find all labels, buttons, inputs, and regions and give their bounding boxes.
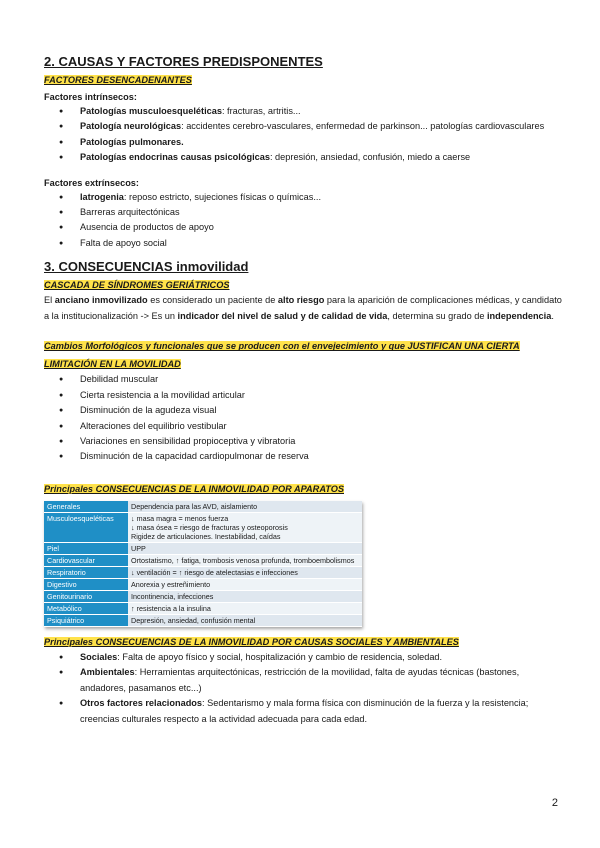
intro-segment: .	[551, 310, 554, 321]
social-item-text: : Falta de apoyo físico y social, hospitalización y cambio de residencia, soledad.	[117, 651, 443, 662]
social-item-text: : Sedentarismo y mala forma física con disminución de la fuerza y la resistencia; creencias culturales respecto a la actividad adecuada para cada edad.	[80, 698, 529, 724]
intrinsic-item-bold: Patologías musculoesqueléticas	[80, 106, 222, 116]
section-2-title: 2. CAUSAS Y FACTORES PREDISPONENTES	[44, 54, 323, 69]
page-number: 2	[551, 797, 558, 809]
section-3-title: 3. CONSECUENCIAS inmovilidad	[44, 259, 249, 275]
change-item: ● Disminución de la capacidad cardiopulmonar de reserva	[44, 449, 564, 464]
table-row	[44, 501, 362, 513]
row-detail: Anorexia y estreñimiento	[128, 578, 362, 590]
row-category: Piel	[44, 542, 128, 554]
row-detail: ↑ resistencia a la insulina	[128, 602, 362, 614]
row-detail: Dependencia para las AVD, aislamiento	[128, 501, 362, 513]
intrinsic-item	[44, 119, 564, 134]
social-item-bold: Sociales	[80, 651, 118, 662]
intrinsic-item	[44, 135, 564, 150]
section-3-label: CASCADA DE SÍNDROMES GERIÁTRICOS	[44, 280, 230, 291]
social-item	[44, 650, 564, 665]
social-item-text: : Herramientas arquitectónicas, restricción de la movilidad, falta de ayudas técnicas (bastones, andadores, pasamanos etc...)	[80, 667, 520, 693]
table-row	[44, 578, 362, 590]
extrinsic-title: Factores extrínsecos:	[44, 177, 139, 188]
extrinsic-item	[44, 220, 564, 235]
table-row	[44, 512, 362, 542]
change-item: ● Alteraciones del equilibrio vestibular	[44, 419, 564, 434]
row-category: Digestivo	[44, 578, 128, 590]
intrinsic-item	[44, 150, 564, 165]
change-item: ● Cierta resistencia a la movilidad articular	[44, 388, 564, 403]
social-label: Principales CONSECUENCIAS DE LA INMOVILIDAD POR CAUSAS SOCIALES Y AMBIENTALES	[44, 636, 459, 647]
extrinsic-item	[44, 190, 564, 205]
intrinsic-item-bold: Patología neurológicas	[80, 121, 182, 132]
intrinsic-item-text: : fracturas, artritis...	[221, 106, 301, 116]
changes-list	[44, 372, 564, 464]
social-item	[44, 665, 564, 696]
section-2-label: FACTORES DESENCADENANTES	[44, 75, 192, 85]
intrinsic-item-bold: Patologías endocrinas causas psicológicas	[80, 152, 270, 163]
document-page	[44, 54, 564, 727]
row-category: Musculoesqueléticas	[44, 512, 128, 542]
row-category: Cardiovascular	[44, 554, 128, 566]
table-label: Principales CONSECUENCIAS DE LA INMOVILIDAD POR APARATOS	[44, 483, 344, 494]
intro-segment: , determina su grado de	[387, 310, 487, 321]
table-row	[44, 542, 362, 554]
intro-segment: es considerado un paciente de	[147, 295, 278, 306]
row-category: Metabólico	[44, 602, 128, 614]
table-row	[44, 590, 362, 602]
row-category: Psiquiátrico	[44, 614, 128, 626]
table-row	[44, 614, 362, 626]
extrinsic-item-text: Barreras arquitectónicas	[80, 207, 180, 218]
social-item-bold: Ambientales	[80, 667, 135, 678]
intrinsic-item	[44, 104, 564, 119]
row-detail: ↓ ventilación = ↑ riesgo de atelectasias e infecciones	[128, 566, 362, 578]
intrinsic-title: Factores intrínsecos:	[44, 92, 137, 102]
social-list	[44, 650, 564, 727]
extrinsic-item-text: Ausencia de productos de apoyo	[80, 222, 214, 233]
row-detail: Incontinencia, infecciones	[128, 590, 362, 602]
extrinsic-item	[44, 236, 564, 251]
extrinsic-item-bold: Iatrogenia	[80, 191, 124, 202]
extrinsic-list	[44, 190, 564, 252]
row-detail: UPP	[128, 542, 362, 554]
extrinsic-item-text: : reposo estricto, sujeciones físicas o químicas...	[123, 191, 322, 202]
row-category: Respiratorio	[44, 566, 128, 578]
row-detail: Depresión, ansiedad, confusión mental	[128, 614, 362, 626]
intro-segment: El	[44, 295, 55, 306]
intrinsic-list	[44, 104, 564, 166]
intrinsic-item-text: : depresión, ansiedad, confusión, miedo a caerse	[269, 152, 471, 163]
intrinsic-item-bold: Patologías pulmonares.	[80, 136, 184, 147]
intro-paragraph	[44, 293, 564, 324]
change-item: ● Variaciones en sensibilidad propioceptiva y vibratoria	[44, 434, 564, 449]
intrinsic-item-text: : accidentes cerebro-vasculares, enfermedad de parkinson... patologías cardiovasculares	[181, 121, 545, 132]
table-row	[44, 554, 362, 566]
changes-label: Cambios Morfológicos y funcionales que se producen con el envejecimiento y que JUSTIFICAN UNA CIERTA LIMITACIÓN EN LA MOVILIDAD	[44, 341, 520, 370]
change-item: ● Debilidad muscular	[44, 372, 564, 387]
row-category: Generales	[44, 501, 128, 513]
intro-segment: para la aparición de complicaciones médicas, y candidato a la institucionalización -> Es un	[44, 295, 562, 321]
social-item-bold: Otros factores relacionados	[80, 698, 203, 709]
row-detail: ↓ masa magra = menos fuerza ↓ masa ósea = riesgo de fracturas y osteoporosis Rigidez de articulaciones. Inestabilidad, caídas	[128, 512, 362, 542]
row-category: Genitourinario	[44, 590, 128, 602]
extrinsic-item-text: Falta de apoyo social	[80, 237, 167, 248]
change-item: ● Disminución de la agudeza visual	[44, 403, 564, 418]
table-row	[44, 566, 362, 578]
intro-segment: anciano inmovilizado	[54, 295, 148, 306]
intro-segment: independencia	[487, 310, 552, 321]
social-item	[44, 696, 564, 727]
intro-segment: alto riesgo	[277, 295, 325, 306]
consequences-table	[44, 501, 362, 627]
row-detail: Ortostatismo, ↑ fatiga, trombosis venosa profunda, tromboembolismos	[128, 554, 362, 566]
intro-segment: indicador del nivel de salud y de calidad de vida	[177, 310, 388, 321]
table-row	[44, 602, 362, 614]
extrinsic-item	[44, 205, 564, 220]
